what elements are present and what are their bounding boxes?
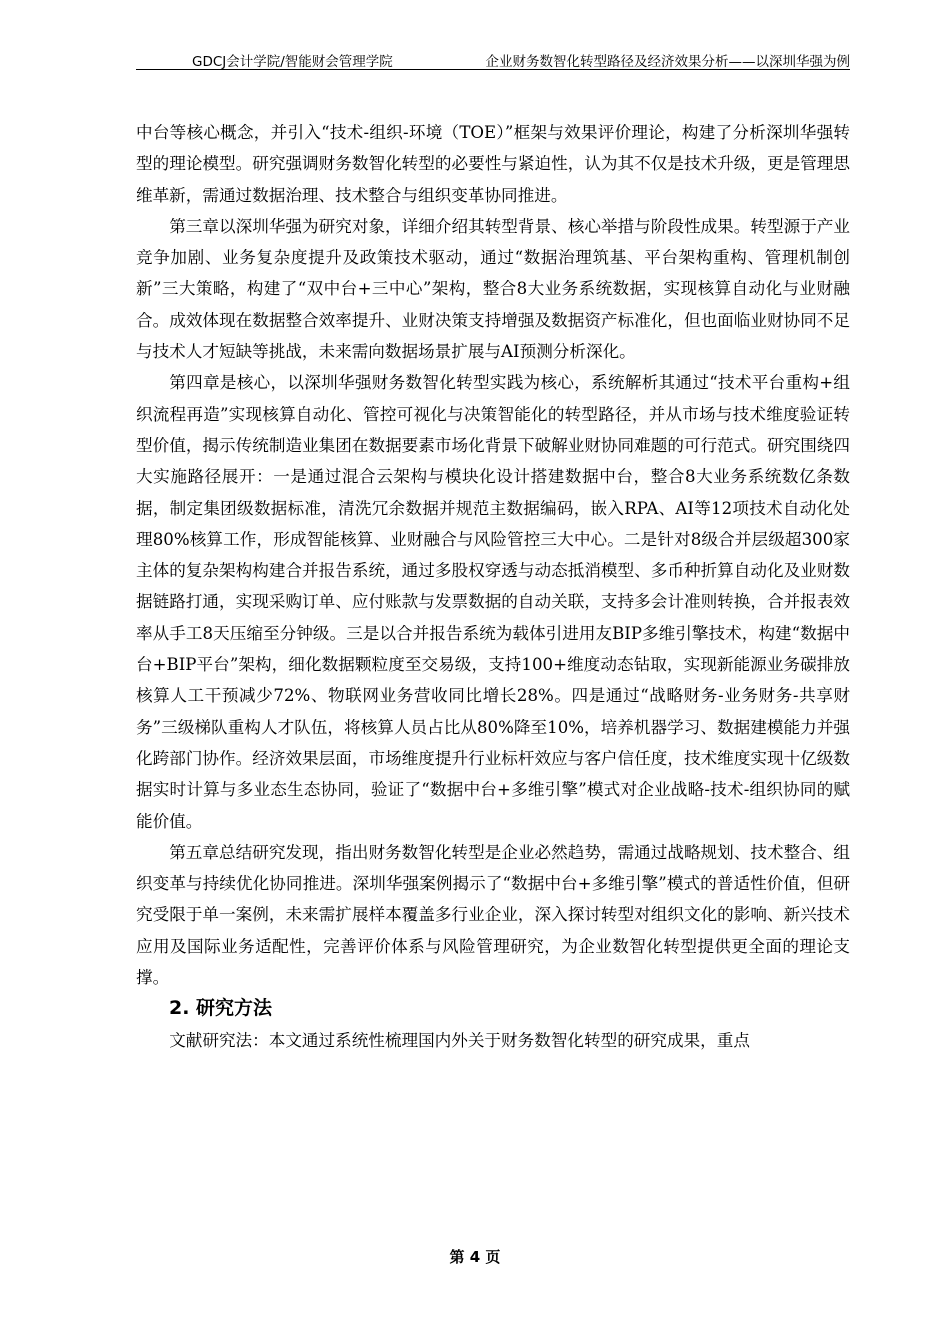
- page-number: 第 4 页: [449, 1248, 501, 1266]
- paragraph-chapter-4: 第四章是核心，以深圳华强财务数智化转型实践为核心，系统解析其通过“技术平台重构+组织流程再造”实现核算自动化、管控可视化与决策智能化的转型路径，并从市场与技术维度验证转型价值，揭示传统制造业集团在数据要素市场化背景下破解业财协同难题的可行范式。研究围绕四大实施路径展开：一是通过混合云架构与模块化设计搭建数据中台，整合8大业务系统数亿条数据，制定集团级数据标准，清洗冗余数据并规范主数据编码，嵌入RPA、AI等12项技术自动化处理80%核算工作，形成智能核算、业财融合与风险管控三大中心。二是针对8级合并层级超300家主体的复杂架构构建合并报告系统，通过多股权穿透与动态抵消模型、多币种折算自动化及业财数据链路打通，实现采购订单、应付账款与发票数据的自动关联，支持多会计准则转换，合并报表效率从手工8天压缩至分钟级。三是以合并报告系统为载体引进用友BIP多维引擎技术，构建“数据中台+BIP平台”架构，细化数据颗粒度至交易级，支持100+维度动态钻取，实现新能源业务碳排放核算人工干预减少72%、物联网业务营收同比增长28%。四是通过“战略财务-业务财务-共享财务”三级梯队重构人才队伍，将核算人员占比从80%降至10%，培养机器学习、数据建模能力并强化跨部门协作。经济效果层面，市场维度提升行业标杆效应与客户信任度，技术维度实现十亿级数据实时计算与多业态生态协同，验证了“数据中台+多维引擎”模式对企业战略-技术-组织协同的赋能价值。: [136, 373, 850, 831]
- body-text: [136, 117, 850, 1056]
- section-heading: 2. 研究方法: [169, 997, 273, 1020]
- header-left-text: GDCJ会计学院/智能财会管理学院: [192, 54, 393, 70]
- paragraph-literature-method: 文献研究法：本文通过系统性梳理国内外关于财务数智化转型的研究成果，重点: [169, 1030, 750, 1050]
- paragraph-chapter-3: 第三章以深圳华强为研究对象，详细介绍其转型背景、核心举措与阶段性成果。转型源于产业竞争加剧、业务复杂度提升及政策技术驱动，通过“数据治理筑基、平台架构重构、管理机制创新”三大策略，构建了“双中台+三中心”架构，整合8大业务系统数据，实现核算自动化与业财融合。成效体现在数据整合效率提升、业财决策支持增强及数据资产标准化，但也面临业财协同不足与技术人才短缺等挑战，未来需向数据场景扩展与AI预测分析深化。: [136, 216, 850, 362]
- paragraph-chapter-5: 第五章总结研究发现，指出财务数智化转型是企业必然趋势，需通过战略规划、技术整合、组织变革与持续优化协同推进。深圳华强案例揭示了“数据中台+多维引擎”模式的普适性价值，但研究受限于单一案例，未来需扩展样本覆盖多行业企业，深入探讨转型对组织文化的影响、新兴技术应用及国际业务适配性，完善评价体系与风险管理研究，为企业数智化转型提供更全面的理论支撑。: [136, 842, 850, 988]
- paragraph-continued: 中台等核心概念，并引入“技术-组织-环境（TOE）”框架与效果评价理论，构建了分析深圳华强转型的理论模型。研究强调财务数智化转型的必要性与紧迫性，认为其不仅是技术升级，更是管理思维革新，需通过数据治理、技术整合与组织变革协同推进。: [136, 123, 850, 205]
- page-header: [136, 49, 850, 70]
- header-right-text: 企业财务数智化转型路径及经济效果分析——以深圳华强为例: [485, 54, 850, 70]
